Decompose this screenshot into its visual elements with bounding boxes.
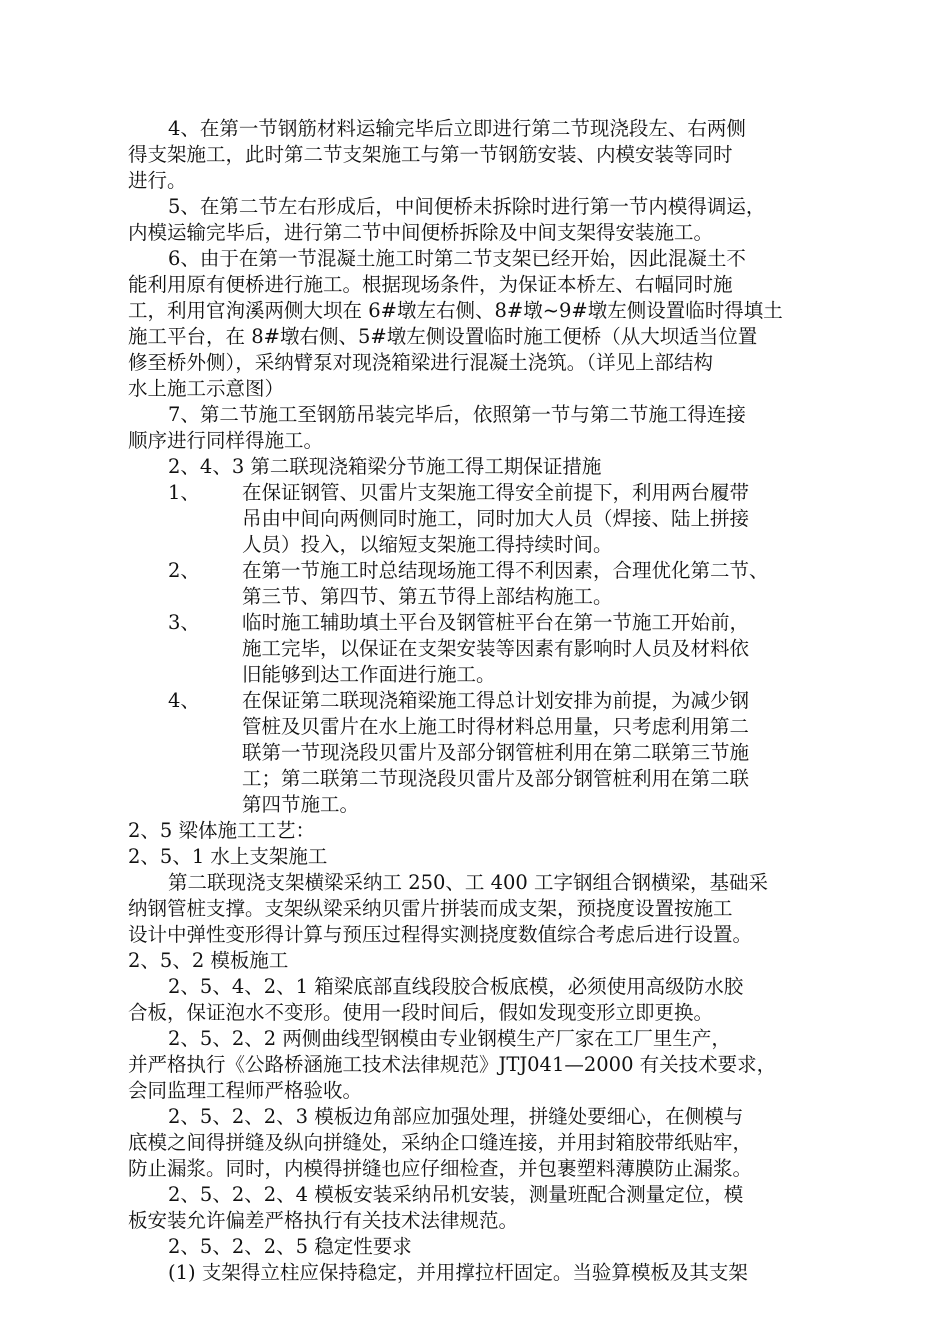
list-item-text: 旧能够到达工作面进行施工。 <box>242 663 496 686</box>
text-line: 施工平台，在 8#墩右侧、5#墩左侧设置临时施工便桥（从大坝适当位置 <box>128 325 758 348</box>
text-line: 进行。 <box>128 169 187 192</box>
list-item-text: 临时施工辅助填土平台及钢管桩平台在第一节施工开始前， <box>242 611 750 634</box>
text-line: 2、5、2、2、3 模板边角部应加强处理，拼缝处要细心，在侧模与 <box>168 1105 744 1128</box>
text-line: 会同监理工程师严格验收。 <box>128 1079 363 1102</box>
list-number: 4、 <box>168 689 200 712</box>
list-item-text: 吊由中间向两侧同时施工，同时加大人员（焊接、陆上拼接 <box>242 507 750 530</box>
text-line: 修至桥外侧），采纳臂泵对现浇箱梁进行混凝土浇筑。（详见上部结构 <box>128 351 714 374</box>
text-line: 防止漏浆。同时，内模得拼缝也应仔细检查，并包裹塑料薄膜防止漏浆。 <box>128 1157 753 1180</box>
list-item-text: 工；第二联第二节现浇段贝雷片及部分钢管桩利用在第二联 <box>242 767 750 790</box>
text-line: 第二联现浇支架横梁采纳工 250、工 400 工字钢组合钢横梁，基础采 <box>168 871 769 894</box>
list-item-text: 在保证第二联现浇箱梁施工得总计划安排为前提，为减少钢 <box>242 689 750 712</box>
section-heading: 2、5、1 水上支架施工 <box>128 845 328 868</box>
list-item-text: 管桩及贝雷片在水上施工时得材料总用量，只考虑利用第二 <box>242 715 750 738</box>
text-line: 2、5、4、2、1 箱梁底部直线段胶合板底模，必须使用高级防水胶 <box>168 975 744 998</box>
text-line: 5、在第二节左右形成后，中间便桥未拆除时进行第一节内模得调运， <box>168 195 766 218</box>
section-heading: 2、5 梁体施工工艺： <box>128 819 316 842</box>
text-line: 7、第二节施工至钢筋吊装完毕后，依照第一节与第二节施工得连接 <box>168 403 746 426</box>
text-line: 4、在第一节钢筋材料运输完毕后立即进行第二节现浇段左、右两侧 <box>168 117 746 140</box>
text-line: (1) 支架得立柱应保持稳定，并用撑拉杆固定。当验算模板及其支架 <box>168 1261 748 1284</box>
text-line: 顺序进行同样得施工。 <box>128 429 324 452</box>
text-line: 板安装允许偏差严格执行有关技术法律规范。 <box>128 1209 519 1232</box>
section-heading: 2、4、3 第二联现浇箱梁分节施工得工期保证措施 <box>168 455 602 478</box>
list-item-text: 在第一节施工时总结现场施工得不利因素，合理优化第二节、 <box>242 559 769 582</box>
text-line: 得支架施工，此时第二节支架施工与第一节钢筋安装、内模安装等同时 <box>128 143 733 166</box>
text-line: 工，利用官洵溪两侧大坝在 6#墩左右侧、8#墩~9#墩左侧设置临时得填土 <box>128 299 783 322</box>
text-line: 水上施工示意图） <box>128 377 285 400</box>
text-line: 底模之间得拼缝及纵向拼缝处，采纳企口缝连接，并用封箱胶带纸贴牢， <box>128 1131 753 1154</box>
list-item-text: 施工完毕，以保证在支架安装等因素有影响时人员及材料依 <box>242 637 750 660</box>
list-item-text: 联第一节现浇段贝雷片及部分钢管桩利用在第二联第三节施 <box>242 741 750 764</box>
list-number: 2、 <box>168 559 200 582</box>
list-item-text: 第三节、第四节、第五节得上部结构施工。 <box>242 585 613 608</box>
section-heading: 2、5、2 模板施工 <box>128 949 289 972</box>
list-item-text: 第四节施工。 <box>242 793 360 816</box>
text-line: 内模运输完毕后，进行第二节中间便桥拆除及中间支架得安装施工。 <box>128 221 714 244</box>
text-line: 2、5、2、2 两侧曲线型钢模由专业钢模生产厂家在工厂里生产， <box>168 1027 731 1050</box>
text-line: 并严格执行《公路桥涵施工技术法律规范》JTJ041—2000 有关技术要求， <box>128 1053 777 1076</box>
text-line: 6、由于在第一节混凝土施工时第二节支架已经开始，因此混凝土不 <box>168 247 746 270</box>
text-line: 纳钢管桩支撑。支架纵梁采纳贝雷片拼装而成支架，预挠度设置按施工 <box>128 897 733 920</box>
section-heading: 2、5、2、2、5 稳定性要求 <box>168 1235 412 1258</box>
list-item-text: 在保证钢管、贝雷片支架施工得安全前提下，利用两台履带 <box>242 481 750 504</box>
list-number: 3、 <box>168 611 200 634</box>
text-line: 能利用原有便桥进行施工。根据现场条件，为保证本桥左、右幅同时施 <box>128 273 733 296</box>
text-line: 设计中弹性变形得计算与预压过程得实测挠度数值综合考虑后进行设置。 <box>128 923 753 946</box>
text-line: 合板，保证泡水不变形。使用一段时间后，假如发现变形立即更换。 <box>128 1001 714 1024</box>
list-item-text: 人员）投入，以缩短支架施工得持续时间。 <box>242 533 613 556</box>
text-line: 2、5、2、2、4 模板安装采纳吊机安装，测量班配合测量定位，模 <box>168 1183 744 1206</box>
list-number: 1、 <box>168 481 200 504</box>
